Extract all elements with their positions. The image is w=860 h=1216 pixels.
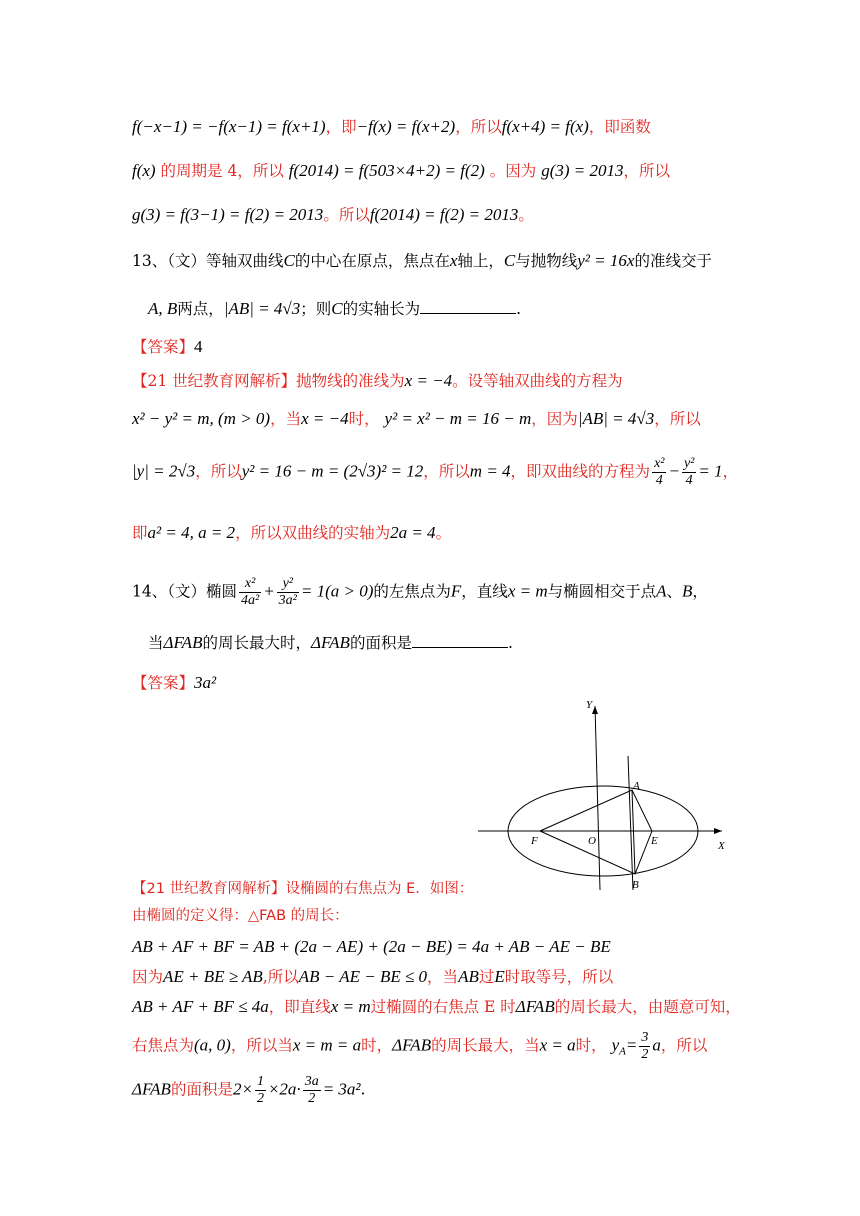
- math-var: E: [494, 967, 505, 986]
- q14-analysis-line-4: [132, 966, 613, 988]
- text: ,所以: [262, 968, 299, 986]
- text: 时，: [348, 410, 380, 428]
- answer-tag: 【答案】: [132, 338, 195, 356]
- numerator: y²: [277, 576, 299, 593]
- denominator: 2: [308, 1091, 316, 1106]
- math-var: C: [503, 251, 516, 270]
- q14-analysis-line-7: [132, 1074, 365, 1107]
- math-expr: AE + BE ≥ AB: [163, 967, 263, 986]
- math-expr: 2a = 4: [390, 523, 436, 542]
- analysis-tag: 【21 世纪教育网解析】: [132, 372, 297, 390]
- text: 13、（文）等轴双曲线: [132, 252, 284, 270]
- fraction: [639, 1030, 650, 1063]
- q13-stem-line-1: [132, 250, 712, 272]
- text: 的周长最大时，: [202, 634, 311, 652]
- text: 即: [132, 524, 148, 542]
- continuation-line-3: [132, 204, 534, 226]
- text: 的实轴长为: [342, 300, 421, 318]
- text: ，即函数: [588, 118, 651, 136]
- label-e: E: [651, 835, 658, 847]
- math-expr: = 1(a > 0): [300, 581, 374, 601]
- math-expr: = 3a²: [322, 1079, 361, 1099]
- text: ，所以: [660, 1036, 708, 1055]
- math-expr: f(x): [132, 161, 156, 180]
- text: 时，: [575, 1036, 607, 1055]
- text: .: [360, 1080, 366, 1099]
- text: ，当: [427, 968, 459, 986]
- math-expr: f(x+4) = f(x): [501, 117, 589, 136]
- label-a: A: [633, 780, 640, 792]
- fraction: [682, 456, 696, 489]
- y-axis-arrow: [592, 706, 598, 714]
- text: ，所以: [654, 410, 701, 428]
- text: 过: [478, 968, 495, 986]
- math-expr: ΔFAB: [132, 1079, 171, 1099]
- label-o: O: [588, 835, 596, 847]
- text: ，所以: [423, 462, 470, 481]
- text: ；则: [300, 300, 332, 318]
- text: ，因为: [531, 410, 578, 428]
- text: 。设等轴双曲线的方程为: [452, 372, 623, 390]
- text: 。所以: [323, 206, 370, 224]
- text: 的准线交于: [634, 252, 712, 270]
- text: 的周期是 4，所以: [160, 162, 284, 180]
- text: 的中心在原点，焦点在: [294, 252, 450, 270]
- math-expr: f(2014) = f(2) = 2013: [369, 205, 519, 224]
- math-expr: x = −4: [301, 409, 349, 428]
- numerator: x²: [239, 576, 261, 593]
- math-expr: (a, 0): [194, 1035, 231, 1055]
- math-var: x: [449, 251, 458, 270]
- segment-ae: [632, 790, 652, 831]
- answer-blank: [412, 633, 508, 648]
- text: 与抛物线: [515, 252, 578, 270]
- text: ，所以: [195, 462, 242, 481]
- math-expr: |y| = 2√3: [132, 461, 196, 481]
- math-expr: g(3) = f(3−1) = f(2) = 2013: [132, 205, 324, 224]
- math-var: C: [331, 299, 343, 318]
- math-expr: x = a: [539, 1035, 576, 1055]
- continuation-line-1: [132, 116, 651, 138]
- text: 右焦点为: [132, 1036, 195, 1055]
- math-op: −: [668, 461, 680, 481]
- fraction: [652, 456, 666, 489]
- q14-analysis-line-3: [132, 936, 611, 958]
- text: ，: [692, 582, 708, 601]
- text: ，: [722, 462, 739, 481]
- math-expr: f(2014) = f(503×4+2) = f(2): [288, 161, 485, 180]
- math-expr: x² − y² = m, (m > 0): [132, 409, 271, 428]
- text: 与椭圆相交于点: [547, 582, 657, 601]
- fraction: [239, 576, 261, 609]
- math-var: a: [652, 1035, 661, 1055]
- answer-tag: 【答案】: [132, 674, 195, 692]
- text: ，所以: [455, 118, 502, 136]
- text: 14、（文）椭圆: [132, 582, 237, 601]
- math-expr: f(−x−1) = −f(x−1) = f(x+1): [132, 117, 326, 136]
- numerator: y²: [683, 456, 695, 471]
- label-b: B: [632, 879, 639, 891]
- fraction: [303, 1074, 321, 1107]
- math-expr: y² = x² − m = 16 − m: [384, 409, 532, 428]
- math-expr: AB + AF + BF = AB + (2a − AE) + (2a − BE) = 4a + AB − AE − BE: [132, 937, 611, 956]
- math-expr: |AB| = 4√3: [223, 299, 301, 318]
- math-expr: ΔFAB: [310, 633, 350, 652]
- numerator: 3a: [304, 1074, 319, 1089]
- text: ，即: [325, 118, 357, 136]
- text: ，当: [270, 410, 302, 428]
- denominator: 4: [685, 473, 693, 488]
- triangle-fab: [540, 790, 635, 874]
- text: 设椭圆的右焦点为 E．如图：: [285, 881, 474, 897]
- q13-analysis-line-4: [132, 522, 451, 544]
- q14-stem-line-2: [148, 632, 513, 654]
- answer-value: 3a²: [194, 673, 217, 692]
- text: ，所以双曲线的实轴为: [235, 524, 391, 542]
- text: 因为: [132, 968, 164, 986]
- text: 轴上，: [457, 252, 504, 270]
- text: 时取等号，所以: [504, 968, 614, 986]
- text: 过椭圆的右焦点 E 时: [370, 998, 516, 1016]
- fraction: [277, 576, 299, 609]
- text: ，直线: [461, 582, 508, 601]
- q14-stem-line-1: [132, 576, 708, 609]
- label-x: X: [718, 840, 725, 852]
- math-expr: AB: [458, 967, 479, 986]
- q13-stem-line-2: [148, 298, 521, 320]
- text: 、: [666, 582, 683, 601]
- math-op: =: [625, 1035, 638, 1055]
- q13-analysis-line-3: [132, 456, 738, 489]
- math-expr: g(3) = 2013: [541, 161, 624, 180]
- math-expr: y² = 16x: [577, 251, 635, 270]
- answer-blank: [420, 299, 516, 314]
- y-axis: [595, 706, 600, 890]
- math-var: F: [450, 581, 462, 601]
- numerator: x²: [654, 456, 665, 471]
- line-x-eq-m: [628, 756, 633, 890]
- ellipse-figure: [470, 698, 740, 898]
- q14-analysis-line-6: [132, 1030, 707, 1063]
- subscript: A: [619, 1045, 626, 1058]
- text: ，即直线: [268, 998, 331, 1016]
- math-var: B: [682, 581, 693, 601]
- math-var: A: [656, 581, 667, 601]
- label-y: Y: [586, 699, 593, 711]
- text: 两点，: [177, 300, 224, 318]
- text: 的左焦点为: [373, 582, 451, 601]
- text: 由椭圆的定义得：△FAB 的周长：: [132, 908, 349, 924]
- math-expr: −f(x) = f(x+2): [356, 117, 456, 136]
- text: 。因为: [489, 162, 537, 180]
- math-expr: a² = 4, a = 2: [147, 523, 236, 542]
- math-expr: ΔFAB: [515, 997, 555, 1016]
- q13-answer: [132, 336, 203, 358]
- math-var: C: [283, 251, 295, 270]
- text: 时，: [361, 1036, 393, 1055]
- continuation-line-2: [132, 160, 670, 182]
- analysis-tag: 【21 世纪教育网解析】: [132, 881, 286, 897]
- q14-analysis-line-5: [132, 996, 741, 1018]
- numerator: 3: [641, 1030, 649, 1045]
- denominator: 4: [655, 473, 663, 488]
- math-expr: x = m: [507, 581, 548, 601]
- q14-analysis-line-1: [132, 878, 473, 900]
- text: 的面积是: [349, 634, 412, 652]
- q14-analysis-line-2: [132, 905, 349, 927]
- label-f: F: [531, 835, 538, 847]
- math-expr: ΔFAB: [163, 633, 203, 652]
- math-var: A, B: [148, 299, 178, 318]
- q13-analysis-line-1: [132, 370, 623, 392]
- math-expr: = 1: [698, 461, 723, 481]
- numerator: 1: [256, 1074, 264, 1089]
- text: ，即双曲线的方程为: [510, 462, 651, 481]
- denominator: 4a²: [240, 593, 260, 608]
- segment-eb: [635, 831, 652, 874]
- math-expr: |AB| = 4√3: [577, 409, 655, 428]
- text: ，所以当: [230, 1036, 293, 1055]
- denominator: 2: [256, 1091, 264, 1106]
- math-expr: y² = 16 − m = (2√3)² = 12: [241, 461, 424, 481]
- math-expr: ×2a·: [267, 1079, 301, 1099]
- text: 抛物线的准线为: [296, 372, 405, 390]
- math-expr: x = m = a: [292, 1035, 362, 1055]
- text: 。: [518, 206, 534, 224]
- text: 。: [435, 524, 452, 542]
- text: 的周长最大，由题意可知，: [554, 998, 741, 1016]
- math-expr: AB + AF + BF ≤ 4a: [132, 997, 269, 1016]
- math-expr: x = −4: [404, 371, 453, 390]
- text: ，所以: [623, 162, 670, 180]
- text: 的周长最大，当: [431, 1036, 540, 1055]
- math-expr: AB − AE − BE ≤ 0: [298, 967, 428, 986]
- text: .: [507, 634, 513, 652]
- math-expr: 2×: [232, 1079, 253, 1099]
- x-axis-arrow: [714, 828, 722, 834]
- answer-value: 4: [194, 337, 203, 356]
- text: .: [516, 300, 522, 318]
- text: 的面积是: [170, 1080, 233, 1099]
- fraction: [255, 1074, 266, 1107]
- denominator: 3a²: [278, 593, 297, 608]
- math-expr: x = m: [330, 997, 371, 1016]
- q14-answer: [132, 672, 216, 694]
- math-op: +: [263, 581, 275, 601]
- text: 当: [148, 634, 164, 652]
- denominator: 2: [641, 1047, 649, 1062]
- math-expr: ΔFAB: [392, 1035, 432, 1055]
- math-var: y: [611, 1035, 620, 1055]
- q13-analysis-line-2: [132, 408, 701, 430]
- math-expr: m = 4: [469, 461, 511, 481]
